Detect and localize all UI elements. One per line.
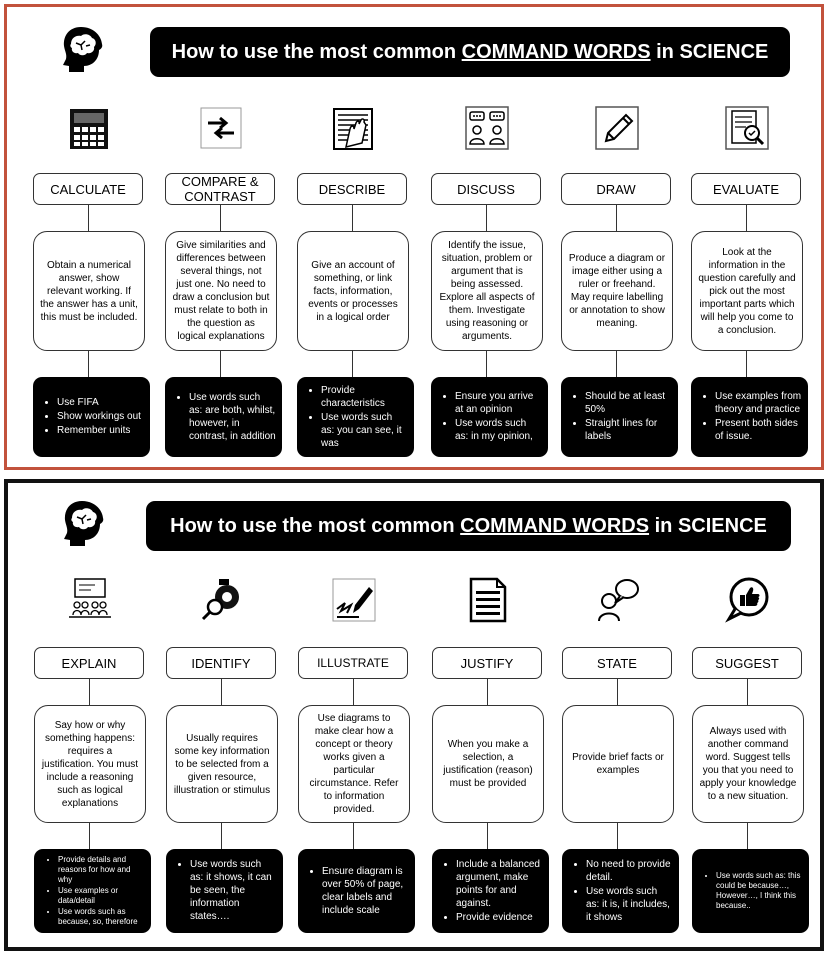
connector-line bbox=[486, 205, 487, 231]
thumbs-up-speech-icon bbox=[723, 575, 773, 625]
command-word-label: STATE bbox=[562, 647, 672, 679]
tip-item: • Include a balanced argument, make points for and against. bbox=[456, 858, 543, 910]
title-suffix: in SCIENCE bbox=[656, 40, 769, 63]
description-box: Give an account of something, or link facts, information, events or processes in a logical order bbox=[297, 231, 409, 351]
tip-item: • Use examples from theory and practice bbox=[715, 390, 802, 416]
magnifier-document-icon bbox=[722, 103, 772, 153]
tips-box bbox=[692, 849, 809, 933]
compare-arrows-icon bbox=[196, 103, 246, 153]
command-word-label: COMPARE & CONTRAST bbox=[165, 173, 275, 205]
tips-box bbox=[297, 377, 414, 457]
brain-head-icon bbox=[60, 497, 112, 549]
people-discussing-icon bbox=[462, 103, 512, 153]
command-word-label: SUGGEST bbox=[692, 647, 802, 679]
command-word-label: JUSTIFY bbox=[432, 647, 542, 679]
connector-line bbox=[221, 679, 222, 707]
tip-item: • Ensure you arrive at an opinion bbox=[455, 390, 542, 416]
connector-line bbox=[616, 351, 617, 377]
tips-box bbox=[33, 377, 150, 457]
command-word-label: CALCULATE bbox=[33, 173, 143, 205]
description-box: Always used with another command word. Suggest tells you that you need to apply your knowledge to a new situation. bbox=[692, 705, 804, 823]
tip-item: • Use words such as: you can see, it was bbox=[321, 411, 408, 450]
tip-item: • Use examples or data/detail bbox=[58, 886, 145, 906]
tips-box bbox=[166, 849, 283, 933]
connector-line bbox=[220, 351, 221, 377]
tip-item: • Should be at least 50% bbox=[585, 390, 672, 416]
tip-item: • Ensure diagram is over 50% of page, clear labels and include scale bbox=[322, 865, 409, 917]
magnifier-camera-icon bbox=[197, 575, 247, 625]
tips-box bbox=[431, 377, 548, 457]
connector-line bbox=[487, 823, 488, 849]
tip-item: • Use words such as: it shows, it can be seen, the information states…. bbox=[190, 858, 277, 923]
tip-item: • Provide characteristics bbox=[321, 384, 408, 410]
connector-line bbox=[616, 205, 617, 231]
title-keyword: COMMAND WORDS bbox=[461, 40, 651, 63]
command-word-label: EXPLAIN bbox=[34, 647, 144, 679]
description-box: Identify the issue, situation, problem or argument that is being assessed. Explore all aspects of them. Investigate using reasoning or arguments. bbox=[431, 231, 543, 351]
description-box: Provide brief facts or examples bbox=[562, 705, 674, 823]
tips-box bbox=[691, 377, 808, 457]
command-word-label: ILLUSTRATE bbox=[298, 647, 408, 679]
tips-box bbox=[34, 849, 151, 933]
connector-line bbox=[352, 205, 353, 231]
pencil-icon bbox=[592, 103, 642, 153]
page-title bbox=[146, 501, 791, 551]
document-icon bbox=[463, 575, 513, 625]
title-prefix: How to use the most common bbox=[170, 514, 455, 537]
page-title bbox=[150, 27, 790, 77]
command-word-label: DRAW bbox=[561, 173, 671, 205]
tip-item: • Use words such as: in my opinion, bbox=[455, 417, 542, 443]
description-box: Obtain a numerical answer, show relevant working. If the answer has a unit, this must be included. bbox=[33, 231, 145, 351]
hand-on-document-icon bbox=[328, 103, 378, 153]
tip-item: • Present both sides of issue. bbox=[715, 417, 802, 443]
drawing-pencil-icon bbox=[329, 575, 379, 625]
title-suffix: in SCIENCE bbox=[654, 514, 767, 537]
connector-line bbox=[89, 823, 90, 849]
description-box: When you make a selection, a justification (reason) must be provided bbox=[432, 705, 544, 823]
description-box: Say how or why something happens: requires a justification. You must include a reasoning such as logical explanations bbox=[34, 705, 146, 823]
calculator-icon bbox=[64, 103, 114, 153]
connector-line bbox=[88, 351, 89, 377]
description-box: Look at the information in the question carefully and pick out the most important parts which will help you come to a conclusion. bbox=[691, 231, 803, 351]
tips-box bbox=[562, 849, 679, 933]
tips-box bbox=[561, 377, 678, 457]
tip-item: • Show workings out bbox=[57, 410, 141, 423]
connector-line bbox=[88, 205, 89, 231]
tip-item: • Provide details and reasons for how and why bbox=[58, 855, 145, 885]
panel-part-1 bbox=[4, 4, 824, 470]
command-word-label: DISCUSS bbox=[431, 173, 541, 205]
title-prefix: How to use the most common bbox=[171, 40, 457, 63]
connector-line bbox=[617, 823, 618, 849]
command-word-label: IDENTIFY bbox=[166, 647, 276, 679]
brain-head-icon bbox=[59, 23, 111, 75]
connector-line bbox=[89, 679, 90, 707]
connector-line bbox=[747, 679, 748, 707]
tip-item: • Use words such as because, so, therefore bbox=[58, 907, 145, 927]
connector-line bbox=[486, 351, 487, 377]
description-box: Give similarities and differences between several things, not just one. No need to draw a conclusion but must relate to both in the question as logical explanations bbox=[165, 231, 277, 351]
presentation-audience-icon bbox=[65, 575, 115, 625]
description-box: Produce a diagram or image either using a ruler or freehand. May require labelling or annotation to show meaning. bbox=[561, 231, 673, 351]
connector-line bbox=[617, 679, 618, 707]
connector-line bbox=[746, 205, 747, 231]
connector-line bbox=[487, 679, 488, 707]
tip-item: • Use words such as: are both, whilst, however, in contrast, in addition bbox=[189, 391, 276, 443]
tips-box bbox=[432, 849, 549, 933]
description-box: Usually requires some key information to be selected from a given resource, illustration or stimulus bbox=[166, 705, 278, 823]
tip-item: • Use FIFA bbox=[57, 396, 141, 409]
person-speaking-icon bbox=[593, 575, 643, 625]
connector-line bbox=[352, 351, 353, 377]
tip-item: • No need to provide detail. bbox=[586, 858, 673, 884]
title-keyword: COMMAND WORDS bbox=[460, 514, 650, 537]
command-word-label: DESCRIBE bbox=[297, 173, 407, 205]
tip-item: • Provide evidence bbox=[456, 911, 543, 924]
connector-line bbox=[746, 351, 747, 377]
connector-line bbox=[353, 679, 354, 707]
tip-item: • Use words such as: this could be because…, However…, I think this because.. bbox=[716, 871, 803, 911]
tips-box bbox=[165, 377, 282, 457]
panel-part-2 bbox=[4, 479, 824, 951]
connector-line bbox=[353, 823, 354, 849]
tips-box bbox=[298, 849, 415, 933]
tip-item: • Use words such as: it is, it includes, it shows bbox=[586, 885, 673, 924]
tip-item: • Remember units bbox=[57, 424, 141, 437]
connector-line bbox=[220, 205, 221, 231]
description-box: Use diagrams to make clear how a concept or theory works given a particular circumstance. Refer to information provided. bbox=[298, 705, 410, 823]
tip-item: • Straight lines for labels bbox=[585, 417, 672, 443]
command-word-label: EVALUATE bbox=[691, 173, 801, 205]
connector-line bbox=[747, 823, 748, 849]
connector-line bbox=[221, 823, 222, 849]
